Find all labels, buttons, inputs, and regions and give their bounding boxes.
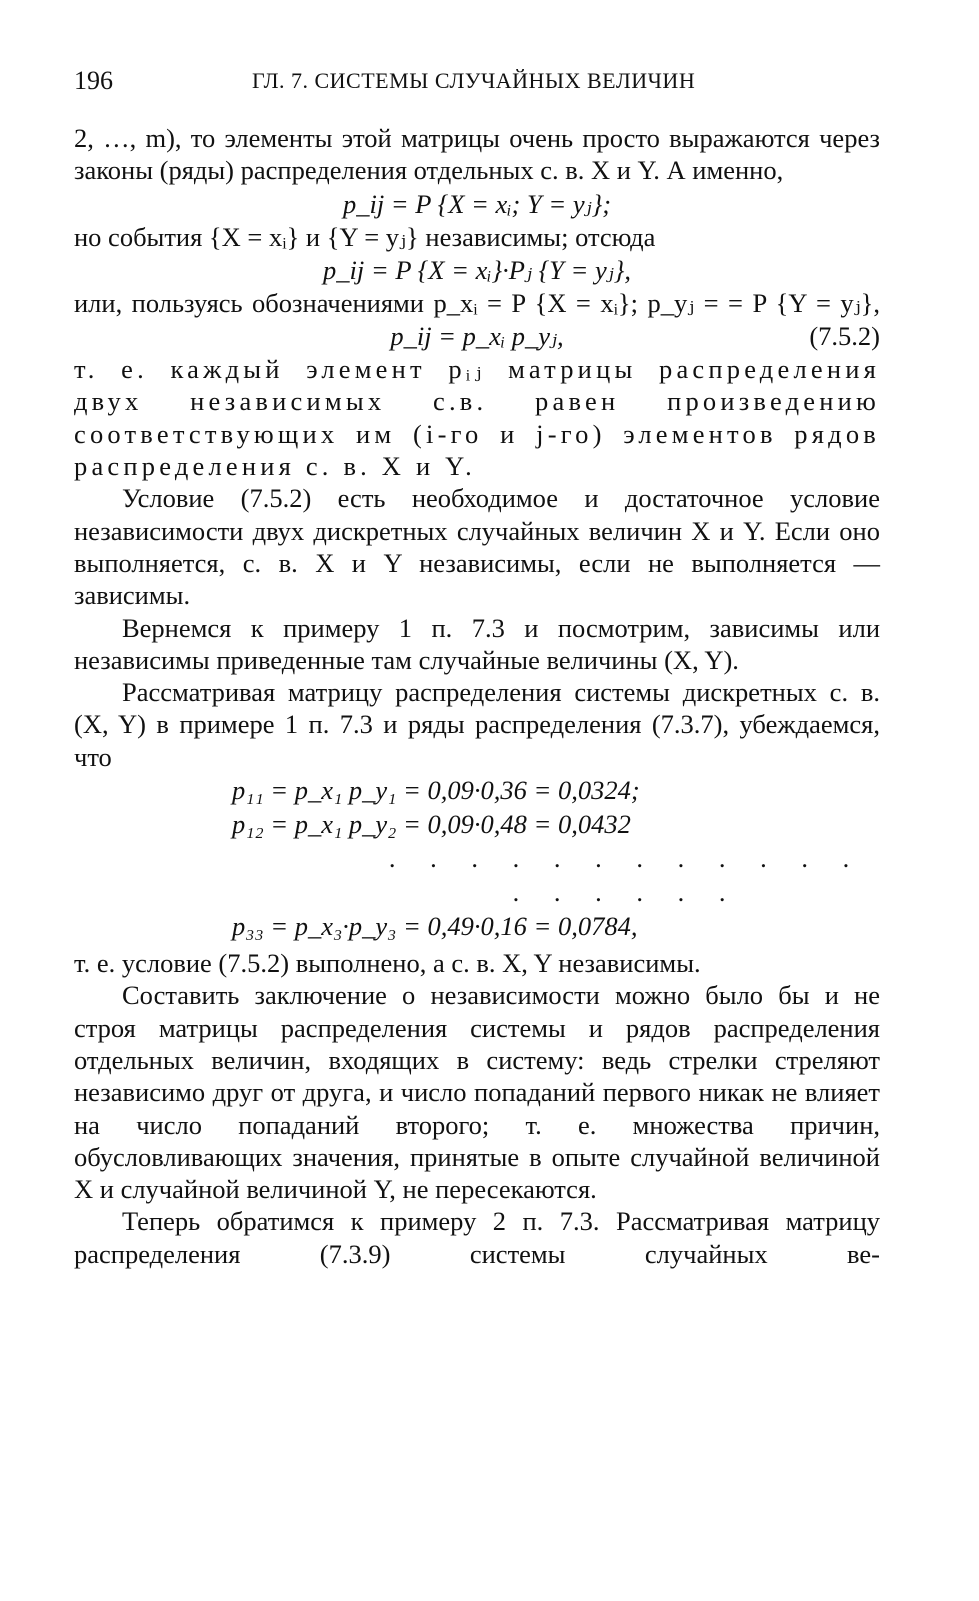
formula-7-5-2 — [74, 319, 880, 353]
paragraph-9: Составить заключение о независимости можно было бы и не строя матрицы распределения системы и рядов распределения отдельных величин, входящих в систему: ведь стрелки стреляют независимо друг от друга, и число попаданий первого никак не влияет на число попаданий второго; т. е. множества причин, обусловливающих значения, принятые в опыте случайной величиной X и случайной величиной Y, не пересекаются. — [74, 980, 880, 1205]
paragraph-8: т. е. условие (7.5.2) выполнено, а с. в. X, Y независимы. — [74, 948, 701, 979]
paragraph-6: Вернемся к примеру 1 п. 7.3 и посмотрим, зависимы или независимы приведенные там случайные величины (X, Y). — [74, 612, 880, 675]
paragraph-2: но события {X = xᵢ} и {Y = yⱼ} независимы; отсюда — [74, 221, 656, 252]
formula-text: p₁₂ = p_x₁ p_y₂ = 0,09·0,48 = 0,0432 — [232, 809, 631, 840]
running-head: ГЛ. 7. СИСТЕМЫ СЛУЧАЙНЫХ ВЕЛИЧИН — [252, 68, 696, 93]
ellipsis-row: . . . . . . . . . . . . . . . . . . — [388, 843, 864, 908]
paragraph-3: или, пользуясь обозначениями p_xᵢ = P {X = xᵢ}; p_yⱼ = = P {Y = yⱼ}, — [74, 287, 880, 318]
formula-p11 — [232, 773, 880, 807]
formula-text: p_ij = P {X = xᵢ}·Pⱼ {Y = yⱼ}, — [322, 254, 632, 285]
formula-text: p_ij = P {X = xᵢ; Y = yⱼ}; — [342, 188, 612, 219]
page-body — [74, 122, 880, 1270]
paragraph-4: т. е. каждый элемент pᵢⱼ матрицы распределения двух независимых с.в. равен произведению соответствующих им (i-го и j-го) элементов рядов распределения с. в. X и Y. — [74, 354, 880, 482]
formula-text: p_ij = p_xᵢ p_yⱼ, — [390, 321, 564, 352]
paragraph-5: Условие (7.5.2) есть необходимое и достаточное условие независимости двух дискретных случайных величин X и Y. Если оно выполняется, с. в. X и Y независимы, если не выполняется — зависимы. — [74, 483, 880, 611]
formula-p33 — [232, 909, 880, 943]
formula-pij-product — [74, 253, 880, 287]
equation-number: (7.5.2) — [809, 321, 880, 352]
paragraph-10: Теперь обратимся к примеру 2 п. 7.3. Рассматривая матрицу распределения (7.3.9) системы случайных ве- — [74, 1206, 880, 1269]
paragraph-7: Рассматривая матрицу распределения системы дискретных с. в. (X, Y) в примере 1 п. 7.3 и ряды распределения (7.3.7), убеждаемся, что — [74, 677, 880, 772]
formula-p12 — [232, 807, 880, 841]
formula-text: p₃₃ = p_x₃·p_y₃ = 0,49·0,16 = 0,0784, — [232, 911, 638, 942]
paragraph-1: 2, …, m), то элементы этой матрицы очень просто выражаются через законы (ряды) распределения отдельных с. в. X и Y. А именно, — [74, 123, 880, 186]
computation-block — [74, 773, 880, 943]
formula-pij-definition — [74, 187, 880, 221]
page-number: 196 — [74, 66, 113, 95]
formula-text: p₁₁ = p_x₁ p_y₁ = 0,09·0,36 = 0,0324; — [232, 775, 640, 806]
